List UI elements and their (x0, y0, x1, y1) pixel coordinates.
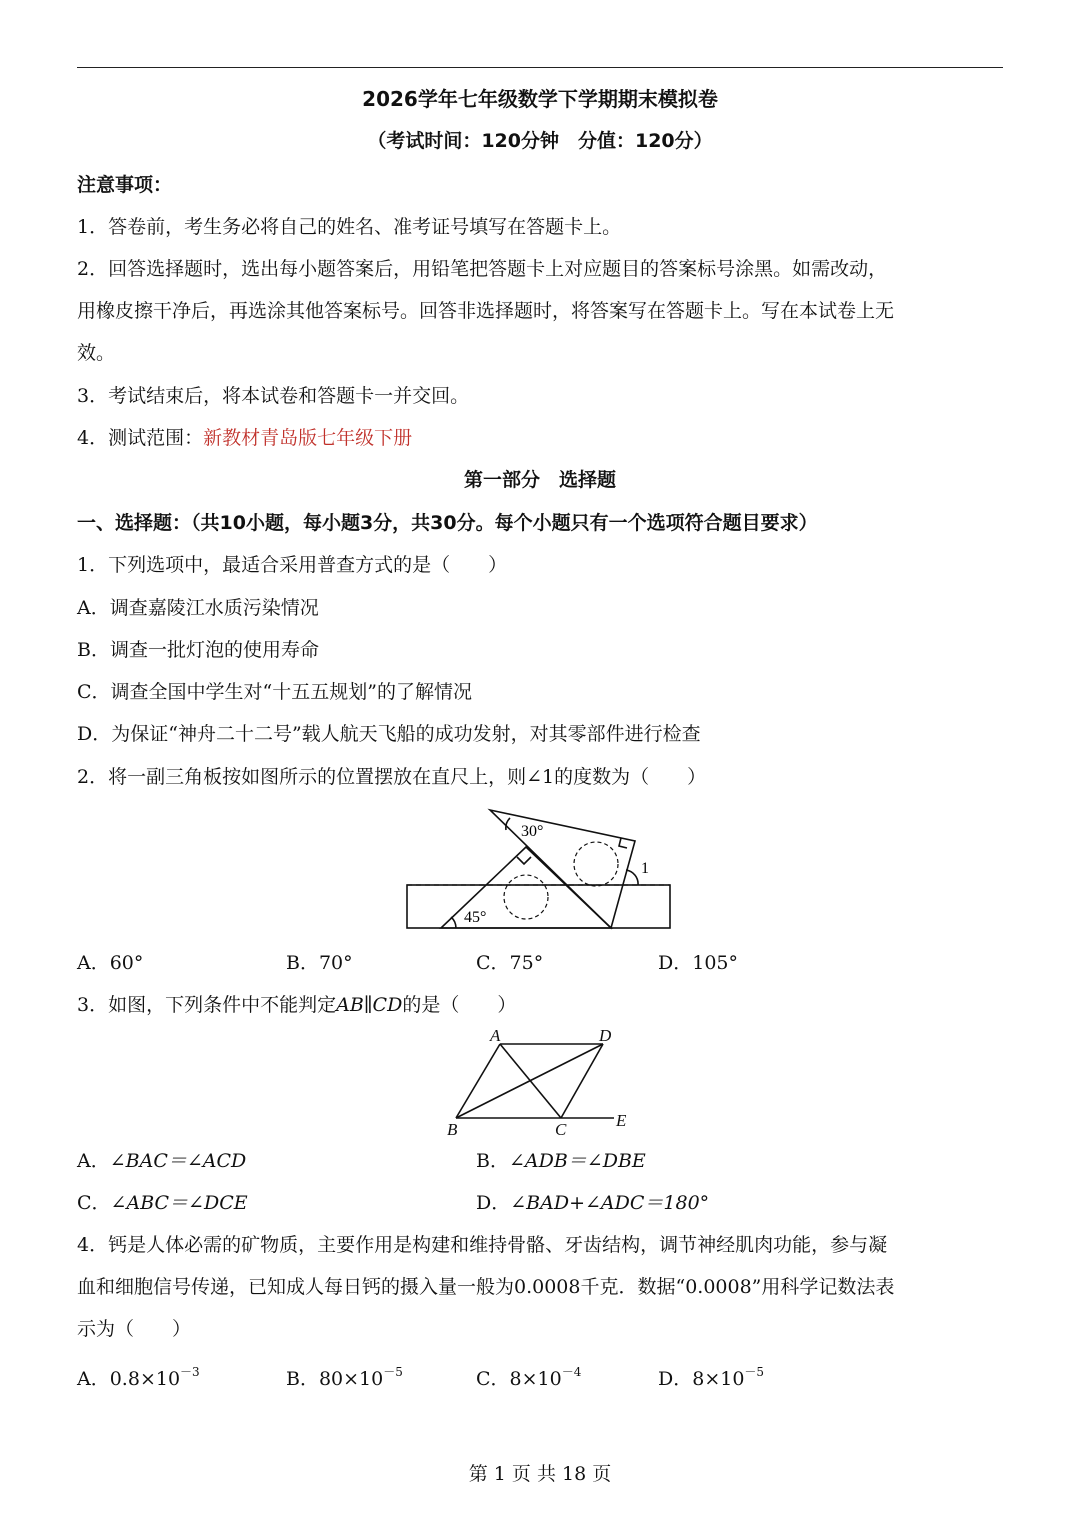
notice-item-2-line-3: 效。 (77, 342, 116, 364)
q2-option-a: A．60° (77, 952, 144, 974)
q4-option-a (77, 1359, 200, 1390)
q4-option-b-exponent: －5 (383, 1365, 403, 1379)
right-angle-mark-1 (517, 857, 531, 864)
q3-option-b (476, 1148, 646, 1174)
point-c-label: C (555, 1120, 567, 1139)
angle-45-label: 45° (464, 909, 487, 926)
q4-option-d (658, 1359, 765, 1390)
angle-45-arc (451, 917, 456, 928)
q1-stem: 1．下列选项中，最适合采用普查方式的是（ ） (77, 554, 508, 576)
q2-option-d: D．105° (658, 952, 738, 974)
q4-stem-line-3: 示为（ ） (77, 1318, 192, 1340)
q3-option-b-math: ∠ADB＝∠DBE (508, 1150, 646, 1172)
page-title: 2026学年七年级数学下学期期末模拟卷 (362, 87, 718, 111)
q3-option-a (77, 1148, 246, 1174)
test-range: 新教材青岛版七年级下册 (203, 427, 413, 449)
q4-option-c-exponent: －4 (561, 1365, 582, 1379)
q3-option-c (77, 1190, 248, 1216)
q3-stem (77, 992, 1003, 1018)
q4-option-b-base: B．80×10 (286, 1368, 384, 1390)
hole-circle-2 (574, 842, 618, 886)
q3-option-a-label: A． (77, 1150, 110, 1172)
angle-1-arc (626, 870, 638, 885)
angle-30-label: 30° (521, 823, 544, 840)
q4-option-a-exponent: －3 (180, 1365, 200, 1379)
q4-option-a-base: A．0.8×10 (77, 1368, 181, 1390)
notice-item-2-line-2: 用橡皮擦干净后，再选涂其他答案标号。回答非选择题时，将答案写在答题卡上。写在本试卷上无 (77, 300, 895, 322)
q3-option-b-label: B． (476, 1150, 509, 1172)
q1-option-a: A．调查嘉陵江水质污染情况 (77, 597, 319, 619)
q3-option-c-math: ∠ABC＝∠DCE (110, 1192, 248, 1214)
q2-figure (400, 800, 680, 935)
point-d-label: D (599, 1026, 612, 1045)
point-b-label: B (447, 1120, 458, 1139)
part-title: 第一部分 选择题 (463, 469, 616, 491)
q3-option-d-label: D． (476, 1192, 511, 1214)
ruler (407, 885, 670, 928)
notice-item-1: 1．答卷前，考生务必将自己的姓名、准考证号填写在答题卡上。 (77, 216, 622, 238)
q1-option-c: C．调查全国中学生对“十五五规划”的了解情况 (77, 681, 472, 703)
q3-option-a-math: ∠BAC＝∠ACD (109, 1150, 247, 1172)
page-footer: 第 1 页 共 18 页 (468, 1463, 612, 1485)
triangle-30 (490, 810, 635, 928)
q1-option-b: B．调查一批灯泡的使用寿命 (77, 639, 319, 661)
notice-item-4 (77, 425, 1003, 451)
page-subtitle: （考试时间：120分钟 分值：120分） (367, 130, 713, 152)
notice-item-2-line-1: 2．回答选择题时，选出每小题答案后，用铅笔把答题卡上对应题目的答案标号涂黑。如需改动， (77, 258, 888, 280)
q2-stem: 2．将一副三角板按如图所示的位置摆放在直尺上，则∠1的度数为（ ） (77, 766, 707, 788)
point-a-label: A (490, 1026, 501, 1045)
notice-item-3: 3．考试结束后，将本试卷和答题卡一并交回。 (77, 385, 470, 407)
q4-option-d-exponent: －5 (744, 1365, 765, 1379)
q3-figure (440, 1022, 640, 1140)
q3-stem-suffix: 的是（ ） (402, 994, 517, 1016)
q4-option-c (476, 1359, 582, 1390)
q4-option-b (286, 1359, 403, 1390)
q4-option-d-base: D．8×10 (658, 1368, 745, 1390)
q3-option-d (476, 1190, 709, 1216)
q3-stem-prefix: 3．如图，下列条件中不能判定 (77, 994, 337, 1016)
point-e-label: E (616, 1111, 627, 1130)
header-rule (77, 67, 1003, 68)
hole-circle-1 (504, 875, 548, 919)
angle-1-label: 1 (641, 860, 649, 877)
q4-stem-line-1: 4．钙是人体必需的矿物质，主要作用是构建和维持骨骼、牙齿结构，调节神经肌肉功能，参与凝 (77, 1234, 888, 1256)
q3-option-c-label: C． (77, 1192, 111, 1214)
q4-stem-line-2: 血和细胞信号传递，已知成人每日钙的摄入量一般为0.0008千克．数据“0.0008”用科学记数法表 (77, 1276, 895, 1298)
notice-item-4-prefix: 4．测试范围： (77, 427, 204, 449)
q4-option-c-base: C．8×10 (476, 1368, 562, 1390)
q2-option-b: B．70° (286, 952, 353, 974)
q1-option-d: D．为保证“神舟二十二号”载人航天飞船的成功发射，对其零部件进行检查 (77, 723, 701, 745)
notice-heading: 注意事项： (77, 174, 173, 196)
q3-stem-math: AB∥CD (336, 994, 403, 1016)
q3-option-d-math: ∠BAD+∠ADC＝180° (510, 1192, 710, 1214)
section-heading: 一、选择题：（共10小题，每小题3分，共30分。每个小题只有一个选项符合题目要求） (77, 512, 818, 534)
q2-option-c: C．75° (476, 952, 544, 974)
